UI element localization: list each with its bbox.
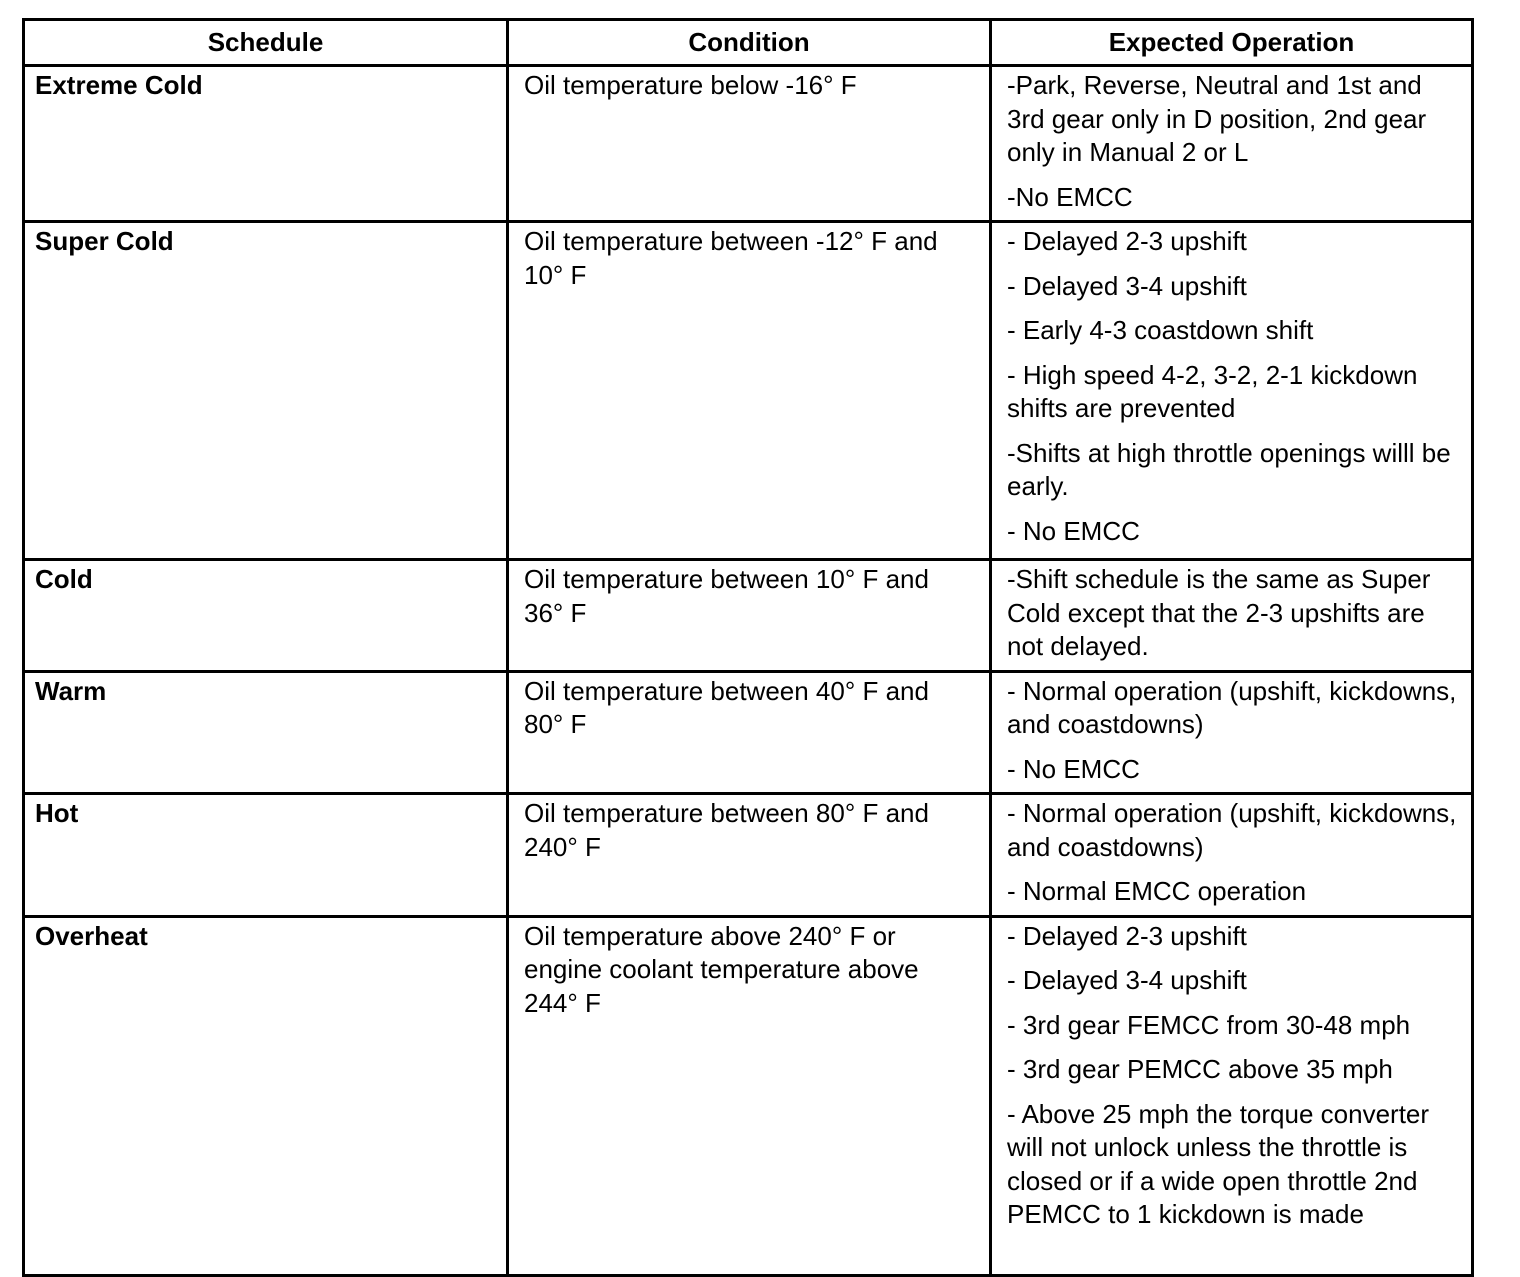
header-expected-operation: Expected Operation [991,20,1473,66]
condition-cell: Oil temperature below -16° F [508,66,991,222]
operation-cell [991,916,1473,1275]
header-row [24,20,1473,66]
operation-item: - Normal EMCC operation [1007,876,1307,906]
operation-item: - High speed 4-2, 3-2, 2-1 kickdown shifts are prevented [1007,359,1418,423]
operation-item: - Delayed 2-3 upshift [1007,226,1247,256]
operation-cell [991,66,1473,222]
table-row [24,671,1473,794]
condition-cell: Oil temperature above 240° F or engine coolant temperature above 244° F [508,916,991,1275]
operation-item: -Shift schedule is the same as Super Cold except that the 2-3 upshifts are not delayed. [1007,564,1431,661]
operation-item: - Normal operation (upshift, kickdowns, and coastdowns) [1007,798,1457,862]
schedule-cell: Warm [24,671,508,794]
operation-item: - Above 25 mph the torque converter will not unlock unless the throttle is closed or if a wide open throttle 2nd PEMCC to 1 kickdown is made [1007,1098,1430,1229]
schedule-cell: Overheat [24,916,508,1275]
condition-cell: Oil temperature between 10° F and 36° F [508,560,991,672]
schedule-cell: Extreme Cold [24,66,508,222]
table-row [24,560,1473,672]
table-row [24,222,1473,560]
operation-item: - No EMCC [1007,515,1140,546]
table-row [24,916,1473,1275]
operation-item: - 3rd gear FEMCC from 30-48 mph [1007,1009,1411,1040]
condition-cell: Oil temperature between -12° F and 10° F [508,222,991,560]
table-row [24,794,1473,917]
operation-item: - Early 4-3 coastdown shift [1007,315,1314,345]
operation-item: - No EMCC [1007,753,1140,784]
operation-item: -Park, Reverse, Neutral and 1st and 3rd gear only in D position, 2nd gear only in Manual 2 or L [1007,70,1427,167]
operation-item: - Delayed 2-3 upshift [1007,920,1247,951]
operation-item: -No EMCC [1007,181,1133,212]
table-row [24,66,1473,222]
operation-item: - 3rd gear PEMCC above 35 mph [1007,1054,1393,1084]
condition-cell: Oil temperature between 40° F and 80° F [508,671,991,794]
schedule-cell: Super Cold [24,222,508,560]
operation-cell [991,671,1473,794]
operation-item: - Delayed 3-4 upshift [1007,270,1247,301]
operation-cell [991,222,1473,560]
schedule-cell: Cold [24,560,508,672]
operation-item: - Normal operation (upshift, kickdowns, and coastdowns) [1007,675,1457,739]
operation-item: -Shifts at high throttle openings willl be early. [1007,437,1451,501]
header-schedule: Schedule [24,20,508,66]
schedule-cell: Hot [24,794,508,917]
condition-cell: Oil temperature between 80° F and 240° F [508,794,991,917]
operation-cell [991,560,1473,672]
shift-schedule-table [22,18,1474,1277]
operation-cell [991,794,1473,917]
operation-item: - Delayed 3-4 upshift [1007,965,1247,995]
header-condition: Condition [508,20,991,66]
